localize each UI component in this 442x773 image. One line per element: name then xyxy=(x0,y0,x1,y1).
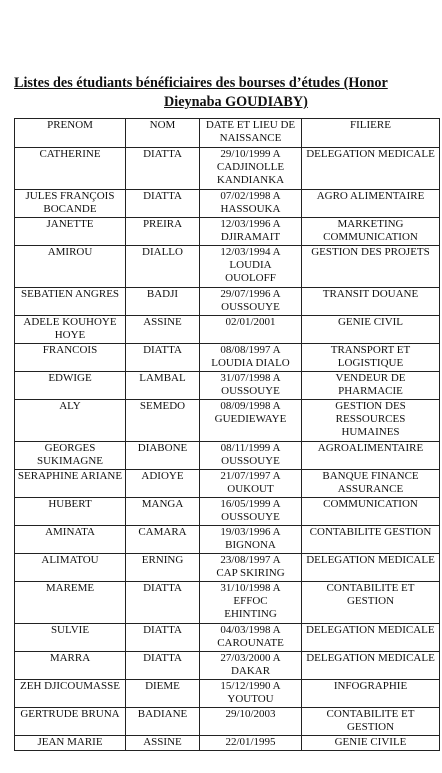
cell-date-lieu: 19/03/1996 A BIGNONA xyxy=(200,526,302,554)
cell-filiere: GESTION DES RESSOURCES HUMAINES xyxy=(302,400,440,442)
cell-prenom: SERAPHINE ARIANE xyxy=(15,470,126,498)
cell-date-lieu: 29/07/1996 A OUSSOUYE xyxy=(200,288,302,316)
cell-filiere: GENIE CIVIL xyxy=(302,316,440,344)
header-row xyxy=(15,119,440,148)
cell-prenom: AMIROU xyxy=(15,246,126,288)
table-row xyxy=(15,148,440,190)
table-row xyxy=(15,736,440,751)
header-prenom: PRENOM xyxy=(15,119,126,148)
cell-date-lieu: 21/07/1997 A OUKOUT xyxy=(200,470,302,498)
cell-nom: DIATTA xyxy=(126,190,200,218)
cell-prenom: ADELE KOUHOYE HOYE xyxy=(15,316,126,344)
cell-prenom: JULES FRANÇOIS BOCANDE xyxy=(15,190,126,218)
cell-prenom: SULVIE xyxy=(15,624,126,652)
cell-filiere: COMMUNICATION xyxy=(302,498,440,526)
cell-prenom: EDWIGE xyxy=(15,372,126,400)
cell-prenom: GERTRUDE BRUNA xyxy=(15,708,126,736)
table-row xyxy=(15,652,440,680)
table-row xyxy=(15,498,440,526)
cell-prenom: ALY xyxy=(15,400,126,442)
cell-nom: DIATTA xyxy=(126,624,200,652)
cell-nom: DIALLO xyxy=(126,246,200,288)
cell-nom: DIATTA xyxy=(126,582,200,624)
cell-date-lieu: 31/10/1998 A EFFOC EHINTING xyxy=(200,582,302,624)
cell-date-lieu: 12/03/1994 A LOUDIA OUOLOFF xyxy=(200,246,302,288)
cell-date-lieu: 08/11/1999 A OUSSOUYE xyxy=(200,442,302,470)
cell-filiere: DELEGATION MEDICALE xyxy=(302,624,440,652)
cell-filiere: DELEGATION MEDICALE xyxy=(302,148,440,190)
cell-date-lieu: 07/02/1998 A HASSOUKA xyxy=(200,190,302,218)
cell-date-lieu: 29/10/1999 A CADJINOLLE KANDIANKA xyxy=(200,148,302,190)
cell-nom: DIATTA xyxy=(126,344,200,372)
table-row xyxy=(15,372,440,400)
cell-nom: ASSINE xyxy=(126,316,200,344)
cell-filiere: MARKETING COMMUNICATION xyxy=(302,218,440,246)
table-row xyxy=(15,708,440,736)
table-row xyxy=(15,316,440,344)
cell-prenom: ZEH DJICOUMASSE xyxy=(15,680,126,708)
cell-nom: DIATTA xyxy=(126,652,200,680)
table-body xyxy=(15,148,440,751)
table-row xyxy=(15,554,440,582)
cell-prenom: FRANCOIS xyxy=(15,344,126,372)
cell-filiere: CONTABILITE ET GESTION xyxy=(302,708,440,736)
cell-nom: LAMBAL xyxy=(126,372,200,400)
cell-nom: DIABONE xyxy=(126,442,200,470)
cell-nom: SEMEDO xyxy=(126,400,200,442)
cell-nom: ASSINE xyxy=(126,736,200,751)
cell-filiere: TRANSIT DOUANE xyxy=(302,288,440,316)
cell-nom: BADIANE xyxy=(126,708,200,736)
cell-date-lieu: 04/03/1998 A CAROUNATE xyxy=(200,624,302,652)
table-row xyxy=(15,344,440,372)
cell-filiere: DELEGATION MEDICALE xyxy=(302,554,440,582)
cell-prenom: MAREME xyxy=(15,582,126,624)
cell-prenom: ALIMATOU xyxy=(15,554,126,582)
cell-nom: PREIRA xyxy=(126,218,200,246)
cell-prenom: JANETTE xyxy=(15,218,126,246)
cell-date-lieu: 29/10/2003 xyxy=(200,708,302,736)
cell-prenom: GEORGES SUKIMAGNE xyxy=(15,442,126,470)
table-row xyxy=(15,680,440,708)
cell-nom: DIATTA xyxy=(126,148,200,190)
title-line-1: Listes des étudiants bénéficiaires des bourses d’études (Honor xyxy=(14,75,388,91)
cell-filiere: GESTION DES PROJETS xyxy=(302,246,440,288)
cell-nom: BADJI xyxy=(126,288,200,316)
cell-nom: MANGA xyxy=(126,498,200,526)
cell-date-lieu: 22/01/1995 xyxy=(200,736,302,751)
header-date-lieu: DATE ET LIEU DE NAISSANCE xyxy=(200,119,302,148)
table-row xyxy=(15,218,440,246)
table-row xyxy=(15,190,440,218)
cell-prenom: JEAN MARIE xyxy=(15,736,126,751)
table-row xyxy=(15,442,440,470)
table-row xyxy=(15,246,440,288)
cell-date-lieu: 23/08/1997 A CAP SKIRING xyxy=(200,554,302,582)
cell-filiere: BANQUE FINANCE ASSURANCE xyxy=(302,470,440,498)
cell-nom: ADIOYE xyxy=(126,470,200,498)
cell-prenom: MARRA xyxy=(15,652,126,680)
cell-prenom: CATHERINE xyxy=(15,148,126,190)
cell-filiere: CONTABILITE GESTION xyxy=(302,526,440,554)
table-row xyxy=(15,470,440,498)
cell-prenom: SEBATIEN ANGRES xyxy=(15,288,126,316)
cell-date-lieu: 27/03/2000 A DAKAR xyxy=(200,652,302,680)
cell-nom: ERNING xyxy=(126,554,200,582)
cell-nom: CAMARA xyxy=(126,526,200,554)
students-table xyxy=(14,118,440,751)
header-nom: NOM xyxy=(126,119,200,148)
cell-filiere: DELEGATION MEDICALE xyxy=(302,652,440,680)
cell-date-lieu: 12/03/1996 A DJIRAMAIT xyxy=(200,218,302,246)
table-row xyxy=(15,400,440,442)
cell-filiere: TRANSPORT ET LOGISTIQUE xyxy=(302,344,440,372)
table-row xyxy=(15,288,440,316)
cell-filiere: AGROALIMENTAIRE xyxy=(302,442,440,470)
cell-prenom: AMINATA xyxy=(15,526,126,554)
cell-filiere: VENDEUR DE PHARMACIE xyxy=(302,372,440,400)
cell-date-lieu: 02/01/2001 xyxy=(200,316,302,344)
cell-date-lieu: 31/07/1998 A OUSSOUYE xyxy=(200,372,302,400)
document-title xyxy=(14,74,442,114)
cell-date-lieu: 08/08/1997 A LOUDIA DIALO xyxy=(200,344,302,372)
cell-filiere: CONTABILITE ET GESTION xyxy=(302,582,440,624)
cell-filiere: INFOGRAPHIE xyxy=(302,680,440,708)
header-filiere: FILIERE xyxy=(302,119,440,148)
table-row xyxy=(15,624,440,652)
cell-prenom: HUBERT xyxy=(15,498,126,526)
cell-filiere: AGRO ALIMENTAIRE xyxy=(302,190,440,218)
cell-date-lieu: 08/09/1998 A GUEDIEWAYE xyxy=(200,400,302,442)
cell-date-lieu: 15/12/1990 A YOUTOU xyxy=(200,680,302,708)
cell-date-lieu: 16/05/1999 A OUSSOUYE xyxy=(200,498,302,526)
cell-nom: DIEME xyxy=(126,680,200,708)
table-row xyxy=(15,526,440,554)
table-row xyxy=(15,582,440,624)
title-line-2: Dieynaba GOUDIABY) xyxy=(164,94,308,110)
cell-filiere: GENIE CIVILE xyxy=(302,736,440,751)
